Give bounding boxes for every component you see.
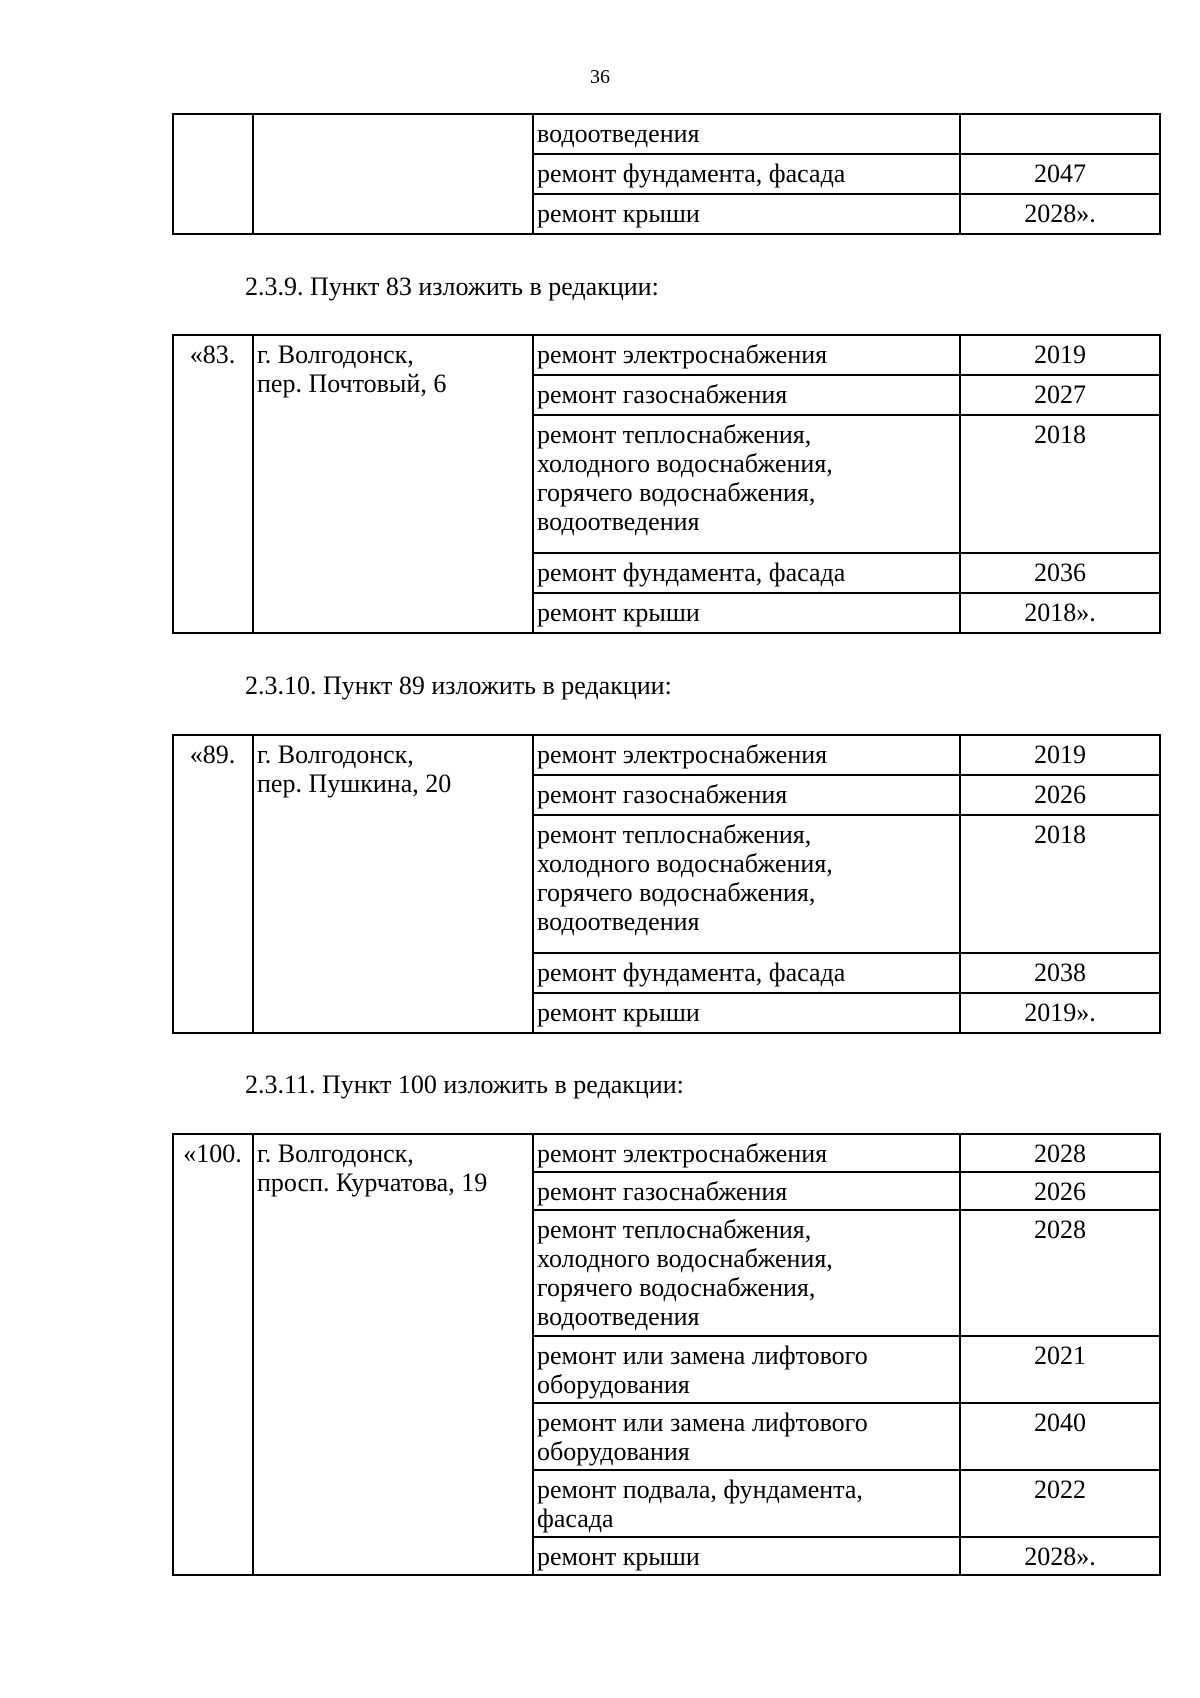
year-cell: 2026 — [960, 775, 1160, 815]
year-cell: 2021 — [960, 1336, 1160, 1403]
work-cell: ремонт крыши — [533, 194, 960, 234]
year-cell: 2036 — [960, 553, 1160, 593]
continuation-table — [172, 113, 1161, 235]
section-heading: 2.3.11. Пункт 100 изложить в редакции: — [245, 1070, 684, 1099]
year-cell: 2040 — [960, 1403, 1160, 1470]
year-cell: 2026 — [960, 1172, 1160, 1210]
year-cell: 2022 — [960, 1470, 1160, 1537]
table-row — [173, 735, 1160, 775]
work-cell: ремонт подвала, фундамента, фасада — [533, 1470, 960, 1537]
work-cell: ремонт теплоснабжения, холодного водоснабжения, горячего водоснабжения, водоотведения — [533, 1210, 960, 1336]
work-cell: водоотведения — [533, 114, 960, 154]
work-cell: ремонт газоснабжения — [533, 1172, 960, 1210]
work-cell: ремонт или замена лифтового оборудования — [533, 1336, 960, 1403]
year-cell: 2019». — [960, 993, 1160, 1033]
section-heading: 2.3.9. Пункт 83 изложить в редакции: — [245, 272, 659, 301]
item-100-table — [172, 1133, 1161, 1576]
year-cell: 2018 — [960, 815, 1160, 953]
work-cell: ремонт электроснабжения — [533, 1134, 960, 1172]
year-cell — [960, 114, 1160, 154]
item-number: «83. — [173, 335, 253, 633]
year-cell: 2019 — [960, 735, 1160, 775]
year-cell: 2028». — [960, 194, 1160, 234]
section-heading: 2.3.10. Пункт 89 изложить в редакции: — [245, 671, 672, 700]
work-cell: ремонт крыши — [533, 593, 960, 633]
work-cell: ремонт фундамента, фасада — [533, 953, 960, 993]
year-cell: 2027 — [960, 375, 1160, 415]
year-cell: 2018 — [960, 415, 1160, 553]
number-cell — [173, 114, 253, 234]
year-cell: 2028 — [960, 1210, 1160, 1336]
year-cell: 2028 — [960, 1134, 1160, 1172]
work-cell: ремонт или замена лифтового оборудования — [533, 1403, 960, 1470]
work-cell: ремонт электроснабжения — [533, 735, 960, 775]
address-cell: г. Волгодонск, пер. Почтовый, 6 — [253, 335, 533, 633]
item-89-table — [172, 734, 1161, 1034]
work-cell: ремонт фундамента, фасада — [533, 553, 960, 593]
year-cell: 2019 — [960, 335, 1160, 375]
work-cell: ремонт газоснабжения — [533, 775, 960, 815]
item-number: «100. — [173, 1134, 253, 1575]
table-row — [173, 114, 1160, 154]
work-cell: ремонт теплоснабжения, холодного водоснабжения, горячего водоснабжения, водоотведения — [533, 415, 960, 553]
table-row — [173, 1134, 1160, 1172]
item-83-table — [172, 334, 1161, 634]
work-cell: ремонт электроснабжения — [533, 335, 960, 375]
address-cell: г. Волгодонск, просп. Курчатова, 19 — [253, 1134, 533, 1575]
year-cell: 2018». — [960, 593, 1160, 633]
work-cell: ремонт теплоснабжения, холодного водоснабжения, горячего водоснабжения, водоотведения — [533, 815, 960, 953]
work-cell: ремонт фундамента, фасада — [533, 154, 960, 194]
work-cell: ремонт крыши — [533, 993, 960, 1033]
year-cell: 2038 — [960, 953, 1160, 993]
year-cell: 2028». — [960, 1537, 1160, 1575]
address-cell — [253, 114, 533, 234]
item-number: «89. — [173, 735, 253, 1033]
address-cell: г. Волгодонск, пер. Пушкина, 20 — [253, 735, 533, 1033]
work-cell: ремонт крыши — [533, 1537, 960, 1575]
year-cell: 2047 — [960, 154, 1160, 194]
page-number: 36 — [590, 66, 610, 88]
work-cell: ремонт газоснабжения — [533, 375, 960, 415]
table-row — [173, 335, 1160, 375]
